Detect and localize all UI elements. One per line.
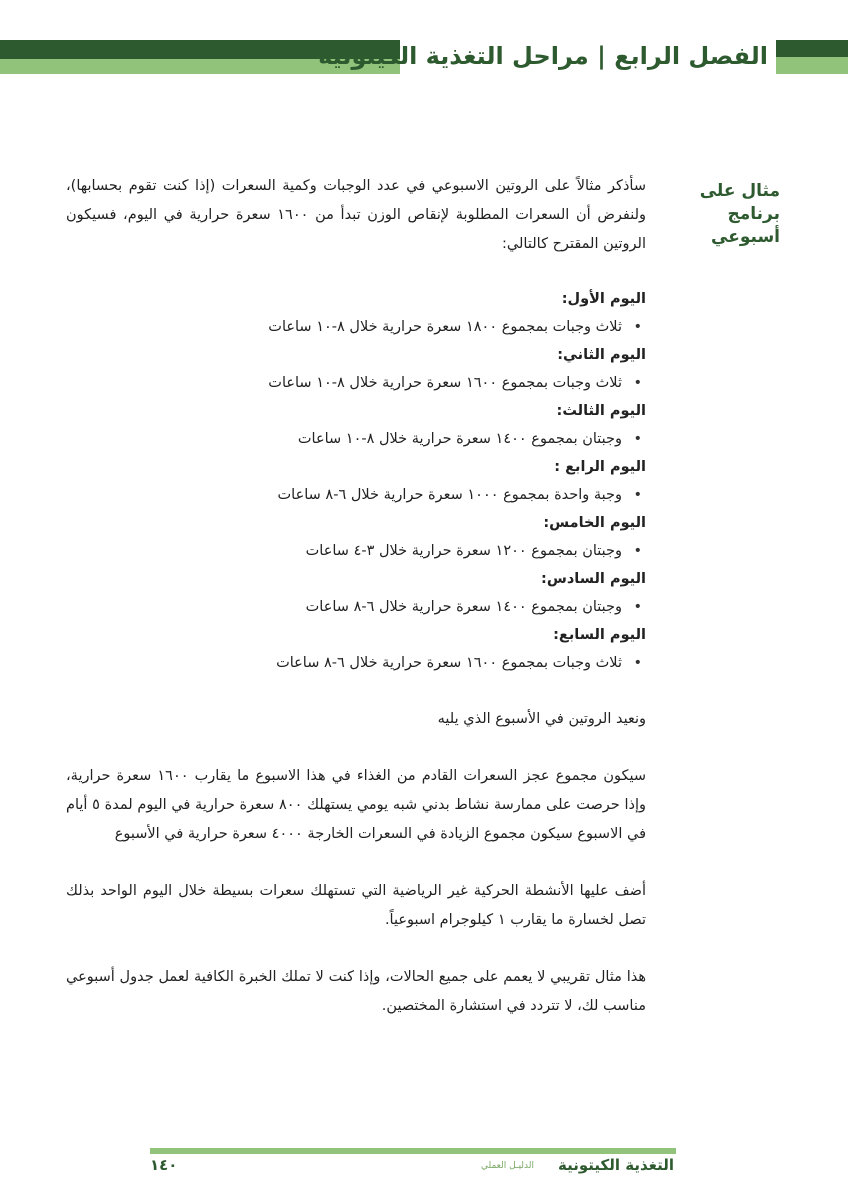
day-block	[66, 341, 646, 397]
header-bar-light-right	[776, 57, 848, 74]
day-item: • ثلاث وجبات بمجموع ١٦٠٠ سعرة حرارية خلال ٨-١٠ ساعات	[66, 369, 646, 397]
day-item: • وجبة واحدة بمجموع ١٠٠٠ سعرة حرارية خلال ٦-٨ ساعات	[66, 481, 646, 509]
deficit-paragraph: سيكون مجموع عجز السعرات القادم من الغذاء في هذا الاسبوع ما يقارب ١٦٠٠ سعرة حرارية، وإذا حرصت على ممارسة نشاط بدني شبه يومي يستهلك ٨٠٠ سعرة حرارية في اليوم لمدة ٥ أيام في الاسبوع سيكون مجموع الزيادة في السعرات الخارجة ٤٠٠٠ سعرة حرارية في الأسبوع	[66, 768, 646, 842]
day-title: اليوم الأول:	[561, 291, 646, 307]
day-block	[66, 397, 646, 453]
day-title: اليوم الثالث:	[556, 403, 646, 419]
day-item: • وجبتان بمجموع ١٤٠٠ سعرة حرارية خلال ٦-٨ ساعات	[66, 593, 646, 621]
day-block	[66, 621, 646, 677]
page-number: ١٤٠	[150, 1156, 178, 1174]
intro-paragraph: سأذكر مثالاً على الروتين الاسبوعي في عدد الوجبات وكمية السعرات (إذا كنت تقوم بحسابها)، ولنفرض أن السعرات المطلوبة لإنقاص الوزن تبدأ من ١٦٠٠ سعرة حرارية في اليوم، فسيكون الروتين المقترح كالتالي:	[66, 178, 647, 252]
footer-bar	[150, 1148, 676, 1154]
repeat-line: ونعيد الروتين في الأسبوع الذي يليه	[437, 711, 646, 727]
footer-subtitle: الدليـل العملي	[480, 1161, 534, 1171]
day-title: اليوم الرابع :	[554, 459, 646, 475]
day-item: • ثلاث وجبات بمجموع ١٦٠٠ سعرة حرارية خلال ٦-٨ ساعات	[66, 649, 646, 677]
day-block	[66, 565, 646, 621]
day-item: • وجبتان بمجموع ١٤٠٠ سعرة حرارية خلال ٨-١٠ ساعات	[66, 425, 646, 453]
day-title: اليوم السابع:	[553, 627, 646, 643]
header-bar-dark-right	[776, 40, 848, 57]
day-item: • ثلاث وجبات بمجموع ١٨٠٠ سعرة حرارية خلال ٨-١٠ ساعات	[66, 313, 646, 341]
day-title: اليوم الثاني:	[557, 347, 646, 363]
day-block	[66, 509, 646, 565]
day-title: اليوم السادس:	[541, 571, 646, 587]
day-item: • وجبتان بمجموع ١٢٠٠ سعرة حرارية خلال ٣-٤ ساعات	[66, 537, 646, 565]
activity-paragraph: أضف عليها الأنشطة الحركية غير الرياضية التي تستهلك سعرات بسيطة خلال اليوم الواحد بذلك تصل لخسارة ما يقارب ١ كيلوجرام اسبوعياً.	[66, 883, 646, 928]
section-heading: مثال على برنامج أسبوعي	[699, 181, 780, 247]
chapter-title: الفصل الرابع | مراحل التغذية الكيتونية	[318, 42, 768, 70]
day-block	[66, 285, 646, 341]
day-title: اليوم الخامس:	[543, 515, 646, 531]
footer-book-title: التغذية الكيتونية	[558, 1156, 674, 1174]
disclaimer-paragraph: هذا مثال تقريبي لا يعمم على جميع الحالات، وإذا كنت لا تملك الخبرة الكافية لعمل جدول أسبوعي مناسب لك، لا تتردد في استشارة المختصين.	[66, 969, 646, 1014]
main-content	[66, 172, 646, 1021]
day-block	[66, 453, 646, 509]
